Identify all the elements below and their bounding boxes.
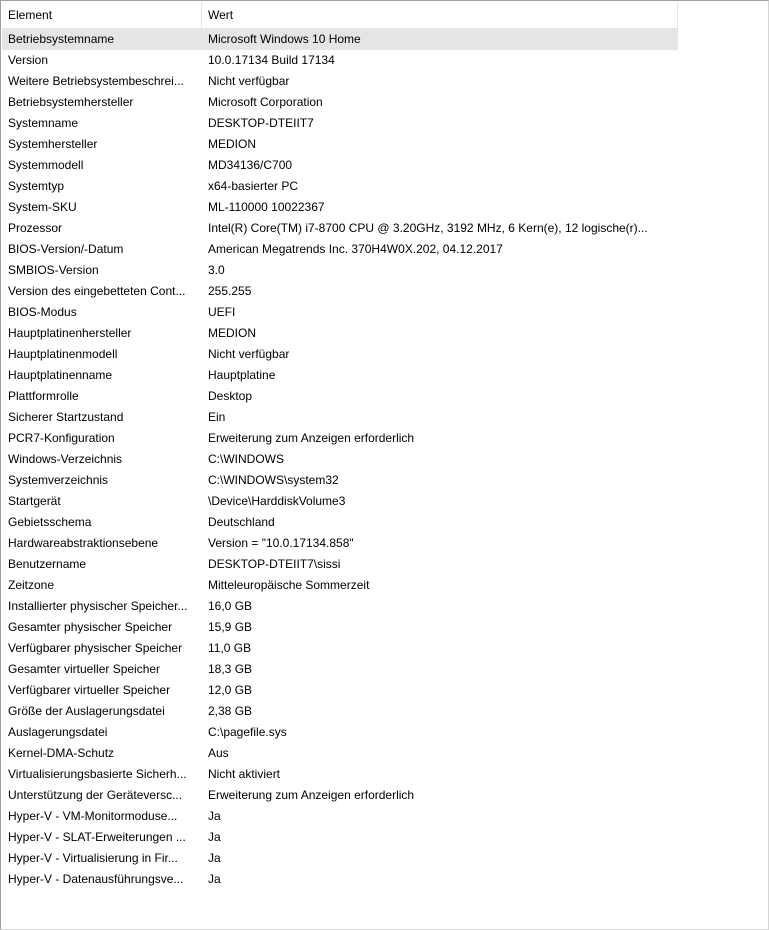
value-cell: 255.255 xyxy=(208,284,252,298)
table-row[interactable] xyxy=(2,659,678,680)
table-row[interactable] xyxy=(2,806,678,827)
value-cell: MD34136/C700 xyxy=(208,158,293,172)
column-header-element[interactable]: Element xyxy=(2,2,202,28)
table-row[interactable] xyxy=(2,113,678,134)
element-cell: Gesamter virtueller Speicher xyxy=(8,662,161,676)
element-cell: Prozessor xyxy=(8,221,63,235)
table-body xyxy=(2,29,678,890)
table-row[interactable] xyxy=(2,470,678,491)
value-cell: Hauptplatine xyxy=(208,368,276,382)
table-row[interactable] xyxy=(2,701,678,722)
value-cell: 3.0 xyxy=(208,263,225,277)
table-row[interactable] xyxy=(2,281,678,302)
element-cell: Virtualisierungsbasierte Sicherh... xyxy=(8,767,187,781)
element-cell: SMBIOS-Version xyxy=(8,263,99,277)
element-cell: Startgerät xyxy=(8,494,61,508)
element-cell: Zeitzone xyxy=(8,578,55,592)
table-row[interactable] xyxy=(2,71,678,92)
value-cell: Ja xyxy=(208,872,221,886)
table-row[interactable] xyxy=(2,218,678,239)
table-row[interactable] xyxy=(2,638,678,659)
table-row[interactable] xyxy=(2,449,678,470)
system-summary-table xyxy=(2,2,678,890)
value-cell: Desktop xyxy=(208,389,253,403)
value-cell: 10.0.17134 Build 17134 xyxy=(208,53,335,67)
element-cell: BIOS-Version/-Datum xyxy=(8,242,124,256)
value-cell: Microsoft Windows 10 Home xyxy=(208,32,361,46)
value-cell: \Device\HarddiskVolume3 xyxy=(208,494,346,508)
element-cell: Hardwareabstraktionsebene xyxy=(8,536,159,550)
value-cell: 11,0 GB xyxy=(208,641,252,655)
table-row[interactable] xyxy=(2,197,678,218)
element-cell: Hyper-V - VM-Monitormoduse... xyxy=(8,809,178,823)
value-cell: Nicht verfügbar xyxy=(208,347,290,361)
value-cell: 12,0 GB xyxy=(208,683,253,697)
table-row[interactable] xyxy=(2,617,678,638)
value-cell: DESKTOP-DTEIIT7 xyxy=(208,116,314,130)
table-row[interactable] xyxy=(2,596,678,617)
element-cell: Gebietsschema xyxy=(8,515,92,529)
value-cell: C:\pagefile.sys xyxy=(208,725,287,739)
table-row[interactable] xyxy=(2,764,678,785)
element-cell: Hyper-V - Virtualisierung in Fir... xyxy=(8,851,178,865)
value-cell: MEDION xyxy=(208,137,256,151)
value-cell: DESKTOP-DTEIIT7\sissi xyxy=(208,557,341,571)
element-cell: Hyper-V - Datenausführungsve... xyxy=(8,872,184,886)
table-row[interactable] xyxy=(2,344,678,365)
element-cell: Kernel-DMA-Schutz xyxy=(8,746,115,760)
table-row[interactable] xyxy=(2,869,678,890)
table-row[interactable] xyxy=(2,50,678,71)
value-cell: 16,0 GB xyxy=(208,599,253,613)
element-cell: Systemtyp xyxy=(8,179,65,193)
table-row[interactable] xyxy=(2,575,678,596)
value-cell: MEDION xyxy=(208,326,256,340)
element-cell: Windows-Verzeichnis xyxy=(8,452,123,466)
value-cell: C:\WINDOWS xyxy=(208,452,284,466)
element-cell: Systemhersteller xyxy=(8,137,98,151)
table-row[interactable] xyxy=(2,386,678,407)
table-row[interactable] xyxy=(2,92,678,113)
element-cell: Hauptplatinenhersteller xyxy=(8,326,132,340)
value-cell: 2,38 GB xyxy=(208,704,253,718)
element-cell: Installierter physischer Speicher... xyxy=(8,599,188,613)
value-cell: Ja xyxy=(208,809,221,823)
table-header xyxy=(2,2,678,29)
value-cell: Erweiterung zum Anzeigen erforderlich xyxy=(208,788,415,802)
element-cell: Hauptplatinenname xyxy=(8,368,113,382)
element-cell: PCR7-Konfiguration xyxy=(8,431,115,445)
table-row[interactable] xyxy=(2,407,678,428)
table-row[interactable] xyxy=(2,827,678,848)
table-row[interactable] xyxy=(2,239,678,260)
value-cell: Ja xyxy=(208,830,221,844)
element-cell: Größe der Auslagerungsdatei xyxy=(8,704,165,718)
table-row[interactable] xyxy=(2,848,678,869)
value-cell: 18,3 GB xyxy=(208,662,253,676)
value-cell: C:\WINDOWS\system32 xyxy=(208,473,339,487)
value-cell: American Megatrends Inc. 370H4W0X.202, 04.12.2017 xyxy=(208,242,503,256)
element-cell: Auslagerungsdatei xyxy=(8,725,108,739)
element-cell: Systemmodell xyxy=(8,158,84,172)
table-row[interactable] xyxy=(2,722,678,743)
element-cell: Verfügbarer physischer Speicher xyxy=(8,641,183,655)
value-cell: Intel(R) Core(TM) i7-8700 CPU @ 3.20GHz, 3192 MHz, 6 Kern(e), 12 logische(r)... xyxy=(208,221,648,235)
value-cell: Deutschland xyxy=(208,515,275,529)
element-cell: Hyper-V - SLAT-Erweiterungen ... xyxy=(8,830,186,844)
value-cell: Nicht verfügbar xyxy=(208,74,290,88)
element-cell: System-SKU xyxy=(8,200,77,214)
element-cell: Betriebsystemhersteller xyxy=(8,95,134,109)
value-cell: Version = "10.0.17134.858" xyxy=(208,536,354,550)
element-cell: Plattformrolle xyxy=(8,389,79,403)
table-row[interactable] xyxy=(2,512,678,533)
table-row[interactable] xyxy=(2,302,678,323)
value-cell: Ein xyxy=(208,410,226,424)
value-cell: Ja xyxy=(208,851,221,865)
element-cell: Version des eingebetteten Cont... xyxy=(8,284,186,298)
element-cell: Systemverzeichnis xyxy=(8,473,109,487)
table-row[interactable] xyxy=(2,428,678,449)
table-row[interactable] xyxy=(2,533,678,554)
table-row[interactable] xyxy=(2,743,678,764)
table-row[interactable] xyxy=(2,365,678,386)
element-cell: Gesamter physischer Speicher xyxy=(8,620,173,634)
column-header-wert[interactable]: Wert xyxy=(202,2,678,28)
table-row[interactable] xyxy=(2,680,678,701)
value-cell: UEFI xyxy=(208,305,236,319)
table-row[interactable] xyxy=(2,323,678,344)
value-cell: 15,9 GB xyxy=(208,620,253,634)
table-row[interactable] xyxy=(2,155,678,176)
element-cell: Sicherer Startzustand xyxy=(8,410,124,424)
table-row[interactable] xyxy=(2,29,678,50)
element-cell: Systemname xyxy=(8,116,79,130)
element-cell: BIOS-Modus xyxy=(8,305,77,319)
element-cell: Unterstützung der Geräteversc... xyxy=(8,788,183,802)
table-row[interactable] xyxy=(2,176,678,197)
element-cell: Hauptplatinenmodell xyxy=(8,347,118,361)
value-cell: Aus xyxy=(208,746,229,760)
value-cell: Mitteleuropäische Sommerzeit xyxy=(208,578,370,592)
value-cell: x64-basierter PC xyxy=(208,179,299,193)
element-cell: Benutzername xyxy=(8,557,87,571)
element-cell: Betriebsystemname xyxy=(8,32,115,46)
element-cell: Verfügbarer virtueller Speicher xyxy=(8,683,171,697)
table-row[interactable] xyxy=(2,491,678,512)
value-cell: ML-110000 10022367 xyxy=(208,200,325,214)
value-cell: Nicht aktiviert xyxy=(208,767,281,781)
table-row[interactable] xyxy=(2,134,678,155)
table-row[interactable] xyxy=(2,785,678,806)
value-cell: Microsoft Corporation xyxy=(208,95,323,109)
element-cell: Version xyxy=(8,53,49,67)
table-row[interactable] xyxy=(2,260,678,281)
table-row[interactable] xyxy=(2,554,678,575)
value-cell: Erweiterung zum Anzeigen erforderlich xyxy=(208,431,415,445)
element-cell: Weitere Betriebsystembeschrei... xyxy=(8,74,184,88)
